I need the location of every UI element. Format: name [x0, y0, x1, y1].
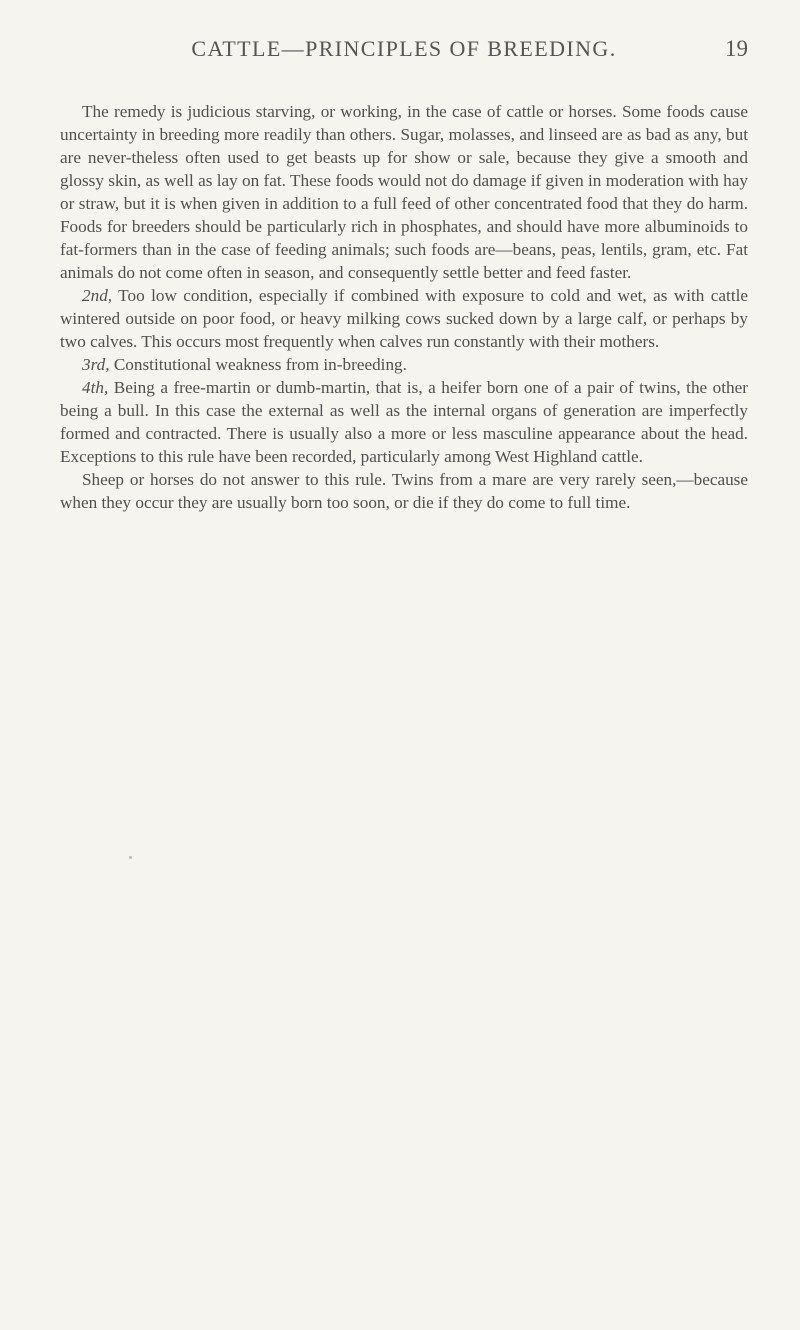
paragraph-ordinal: 3rd, — [82, 355, 110, 374]
paragraph-second-cause — [60, 284, 748, 353]
paragraph-text: The remedy is judicious starving, or working, in the case of cattle or horses. Some foods cause uncertainty in breeding more readily than others. Sugar, molasses, and linseed are as bad as any, but are never-theless often used to get beasts up for show or sale, because they give a smooth and glossy skin, as well as lay on fat. These foods would not do damage if given in moderation with hay or straw, but it is when given in addition to a full feed of other concentrated food that they do harm. Foods for breeders should be particularly rich in phosphates, and should have more albuminoids to fat-formers than in the case of feeding animals; such foods are—beans, peas, lentils, gram, etc. Fat animals do not come often in season, and consequently settle better and feed faster. — [60, 102, 748, 282]
paragraph-text: Sheep or horses do not answer to this rule. Twins from a mare are very rarely seen,—because when they occur they are usually born too soon, or die if they do come to full time. — [60, 470, 748, 512]
paper-speck — [129, 856, 132, 859]
body-text — [60, 100, 748, 514]
paragraph-third-cause — [60, 353, 748, 376]
paragraph-remedy — [60, 100, 748, 284]
paragraph-text: Being a free-martin or dumb-martin, that is, a heifer born one of a pair of twins, the other being a bull. In this case the external as well as the internal organs of generation are imperfectly formed and contracted. There is usually also a more or less masculine appearance about the head. Exceptions to this rule have been recorded, particularly among West Highland cattle. — [60, 378, 748, 466]
running-head — [60, 36, 748, 76]
paragraph-text: Constitutional weakness from in-breeding. — [109, 355, 407, 374]
paragraph-sheep-horses — [60, 468, 748, 514]
paragraph-ordinal: 4th, — [82, 378, 109, 397]
paragraph-ordinal: 2nd, — [82, 286, 113, 305]
page-header-title: CATTLE—PRINCIPLES OF BREEDING. — [191, 36, 617, 61]
paragraph-fourth-cause — [60, 376, 748, 468]
page-number: 19 — [725, 36, 748, 61]
paragraph-text: Too low condition, especially if combined with exposure to cold and wet, as with cattle wintered outside on poor food, or heavy milking cows sucked down by a large calf, or perhaps by two calves. This occurs most frequently when calves run constantly with their mothers. — [60, 286, 748, 351]
